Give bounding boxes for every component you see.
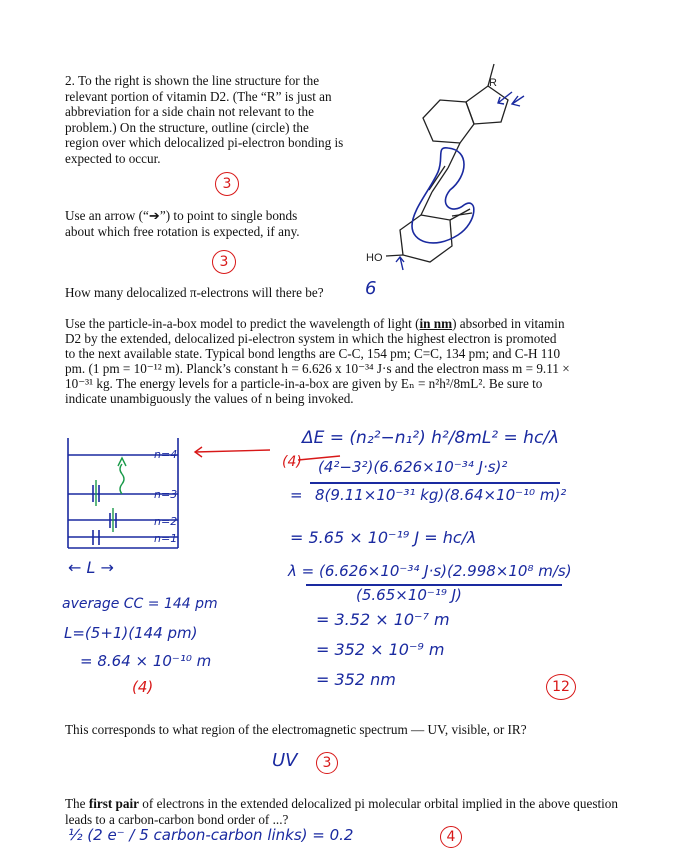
eq2-fraction-bar (310, 482, 560, 484)
level-n1: n=1 (154, 532, 178, 545)
level-n2: n=2 (154, 515, 178, 528)
l-result: = 8.64 × 10⁻¹⁰ m (80, 652, 212, 670)
total-score-circle: 12 (546, 674, 576, 700)
eq5: = 3.52 × 10⁻⁷ m (316, 610, 450, 629)
arrow-score-circle: 3 (212, 250, 236, 274)
eq-delta-e: ΔE = (n₂²−n₁²) h²/8mL² = hc/λ (302, 428, 560, 448)
region-score-circle: 3 (316, 752, 338, 774)
l-score: (4) (132, 678, 154, 696)
eq2-equals: = (290, 486, 303, 504)
bond-order-question: The first pair of electrons in the extended delocalized pi molecular orbital implied in the above question leads to a carbon-carbon bond order of ...? (65, 796, 618, 827)
eq6: = 352 × 10⁻⁹ m (316, 640, 445, 659)
arrow-question-text: Use an arrow (“➔”) to point to single bonds about which free rotation is expected, if any. (65, 208, 300, 239)
level-n4: n=4 (154, 448, 178, 461)
pib-line-2: D2 by the extended, delocalized pi-electron system in which the highest electron is promoted (65, 331, 557, 346)
q2-text: 2. To the right is shown the line structure for the relevant portion of vitamin D2. (The “R” is just an abbreviation for a side chain not relevant to the problem.) On the structure, outline (circle) the region over which delocalized pi-electron bonding is expected to occur. (65, 73, 344, 166)
eq4-numerator: λ = (6.626×10⁻³⁴ J·s)(2.998×10⁸ m/s) (288, 562, 572, 580)
bond-order-answer: ½ (2 e⁻ / 5 carbon-carbon links) = 0.2 (68, 826, 354, 844)
eq4-denominator: (5.65×10⁻¹⁹ J) (356, 586, 462, 604)
ho-label: HO (366, 252, 383, 264)
l-calc: L=(5+1)(144 pm) (64, 624, 198, 642)
level-n3: n=3 (154, 488, 178, 501)
pib-line-3: to the next available state. Typical bond lengths are C-C, 154 pm; C=C, 134 pm; and C-H 110 (65, 346, 561, 361)
q2-score-circle: 3 (215, 172, 239, 196)
pib-line-1: Use the particle-in-a-box model to predict the wavelength of light (in nm) absorbed in vitamin (65, 316, 565, 331)
pib-line-6: indicate unambiguously the values of n being invoked. (65, 391, 354, 406)
pib-line-5: 10⁻³¹ kg. The energy levels for a particle-in-a-box are given by Eₙ = n²h²/8mL². Be sure to (65, 376, 543, 391)
average-cc: average CC = 144 pm (62, 596, 218, 612)
eq2-numerator: (4²−3²)(6.626×10⁻³⁴ J·s)² (318, 458, 508, 476)
region-answer: UV (272, 750, 298, 771)
eq7: = 352 nm (316, 670, 396, 689)
electrons-answer: 6 (365, 278, 377, 299)
r-label: R (489, 77, 497, 89)
eq3: = 5.65 × 10⁻¹⁹ J = hc/λ (290, 528, 477, 547)
eq-score-4: (4) (282, 454, 302, 470)
bond-score-circle: 4 (440, 826, 462, 848)
region-question: This corresponds to what region of the electromagnetic spectrum — UV, visible, or IR? (65, 722, 527, 737)
pib-line-4: pm. (1 pm = 10⁻¹² m). Planck’s constant h = 6.626 x 10⁻³⁴ J·s and the electron mass m = 9.11 × (65, 361, 570, 376)
electrons-question: How many delocalized π-electrons will there be? (65, 285, 324, 300)
length-label: ← L → (68, 558, 114, 577)
eq2-denominator: 8(9.11×10⁻³¹ kg)(8.64×10⁻¹⁰ m)² (315, 486, 567, 504)
